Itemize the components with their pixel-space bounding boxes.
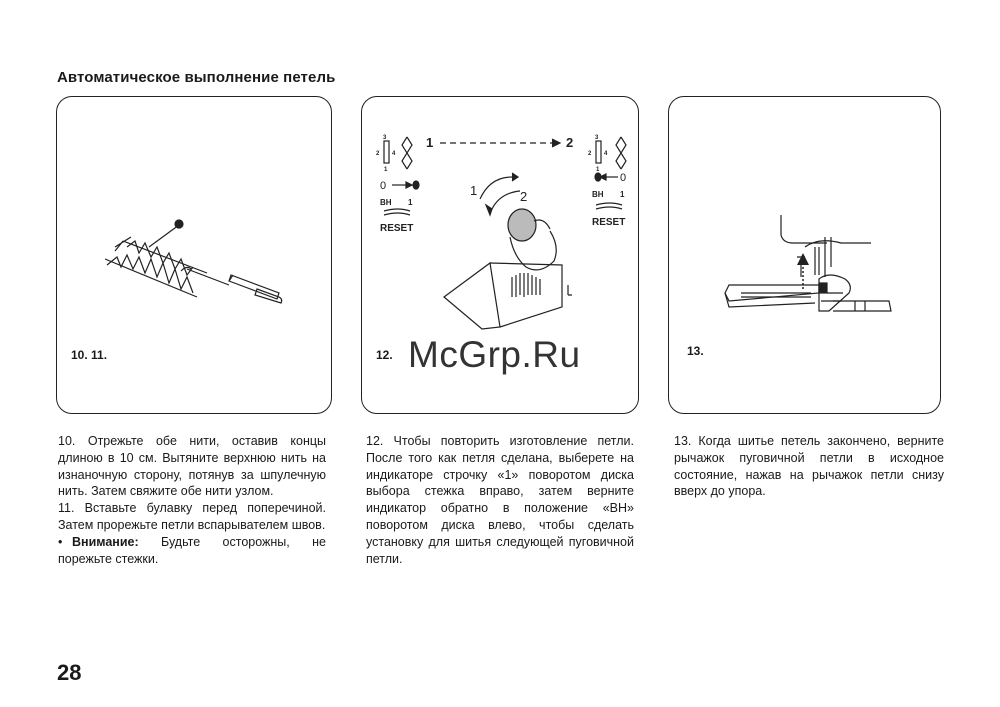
indicator-one: 1 xyxy=(620,190,625,199)
instructions-column-2 xyxy=(366,433,634,567)
indicator-one: 1 xyxy=(408,198,413,207)
marker-1: 1 xyxy=(426,135,434,150)
caution-title: Внимание: xyxy=(72,534,139,549)
step-13-text: 13. Когда шитье петель закончено, верните рычажок пуговичной петли в исходное состояние, нажав на рычажок петли снизу вверх до упора. xyxy=(674,434,944,499)
page-number: 28 xyxy=(57,660,82,685)
figure-panel-10-11 xyxy=(56,96,332,414)
indicator-number: 2 xyxy=(588,151,592,157)
instructions-column-1 xyxy=(58,433,326,567)
indicator-zero: 0 xyxy=(620,172,627,184)
reset-label: RESET xyxy=(592,217,626,228)
step-11-text: 11. Вставьте булавку перед поперечиной. Затем прорежьте петли вспарывателем швов. xyxy=(58,501,326,532)
figure-label: 10. 11. xyxy=(71,348,108,362)
seam-ripper-illustration xyxy=(57,97,333,415)
step-10-text: 10. Отрежьте обе нити, оставив концы длиною в 10 см. Вытяните верхнюю нить на изнаночную сторону, потянув за шпулечную нить. Затем свяжите обе нити узлом. xyxy=(58,434,326,499)
figure-label: 12. xyxy=(376,348,393,362)
figure-label: 13. xyxy=(687,344,704,358)
buttonhole-lever-illustration xyxy=(669,97,942,415)
indicator-number: 4 xyxy=(604,151,608,157)
instructions-column-3 xyxy=(674,433,944,500)
caution-text: Будьте осторожны, не порежьте стежки. xyxy=(58,534,326,566)
indicator-number: 3 xyxy=(383,135,387,141)
marker-2: 2 xyxy=(566,135,574,150)
indicator-zero: 0 xyxy=(380,180,387,192)
dial-direction-2: 2 xyxy=(520,189,528,204)
dial-direction-1: 1 xyxy=(470,183,478,198)
figure-panel-13 xyxy=(668,96,941,414)
indicator-bh: BH xyxy=(380,198,392,207)
indicator-number: 1 xyxy=(596,167,600,173)
indicator-number: 1 xyxy=(384,167,388,173)
step-12-text: 12. Чтобы повторить изготовление петли. После того как петля сделана, выберете на индикаторе строчку «1» поворотом диска выбора стежка вправо, затем верните индикатор обратно в положение «BH» поворотом диска влево, чтобы сделать установку для шитья следующей пуговичной петли. xyxy=(366,434,634,566)
indicator-number: 4 xyxy=(392,151,396,157)
section-heading: Автоматическое выполнение петель xyxy=(57,69,336,86)
indicator-number: 3 xyxy=(595,135,599,141)
caution-note xyxy=(58,534,326,568)
watermark: McGrp.Ru xyxy=(408,334,581,375)
reset-label: RESET xyxy=(380,223,414,234)
indicator-bh: BH xyxy=(592,190,604,199)
bullet-icon: • xyxy=(58,534,63,549)
indicator-number: 2 xyxy=(376,151,380,157)
